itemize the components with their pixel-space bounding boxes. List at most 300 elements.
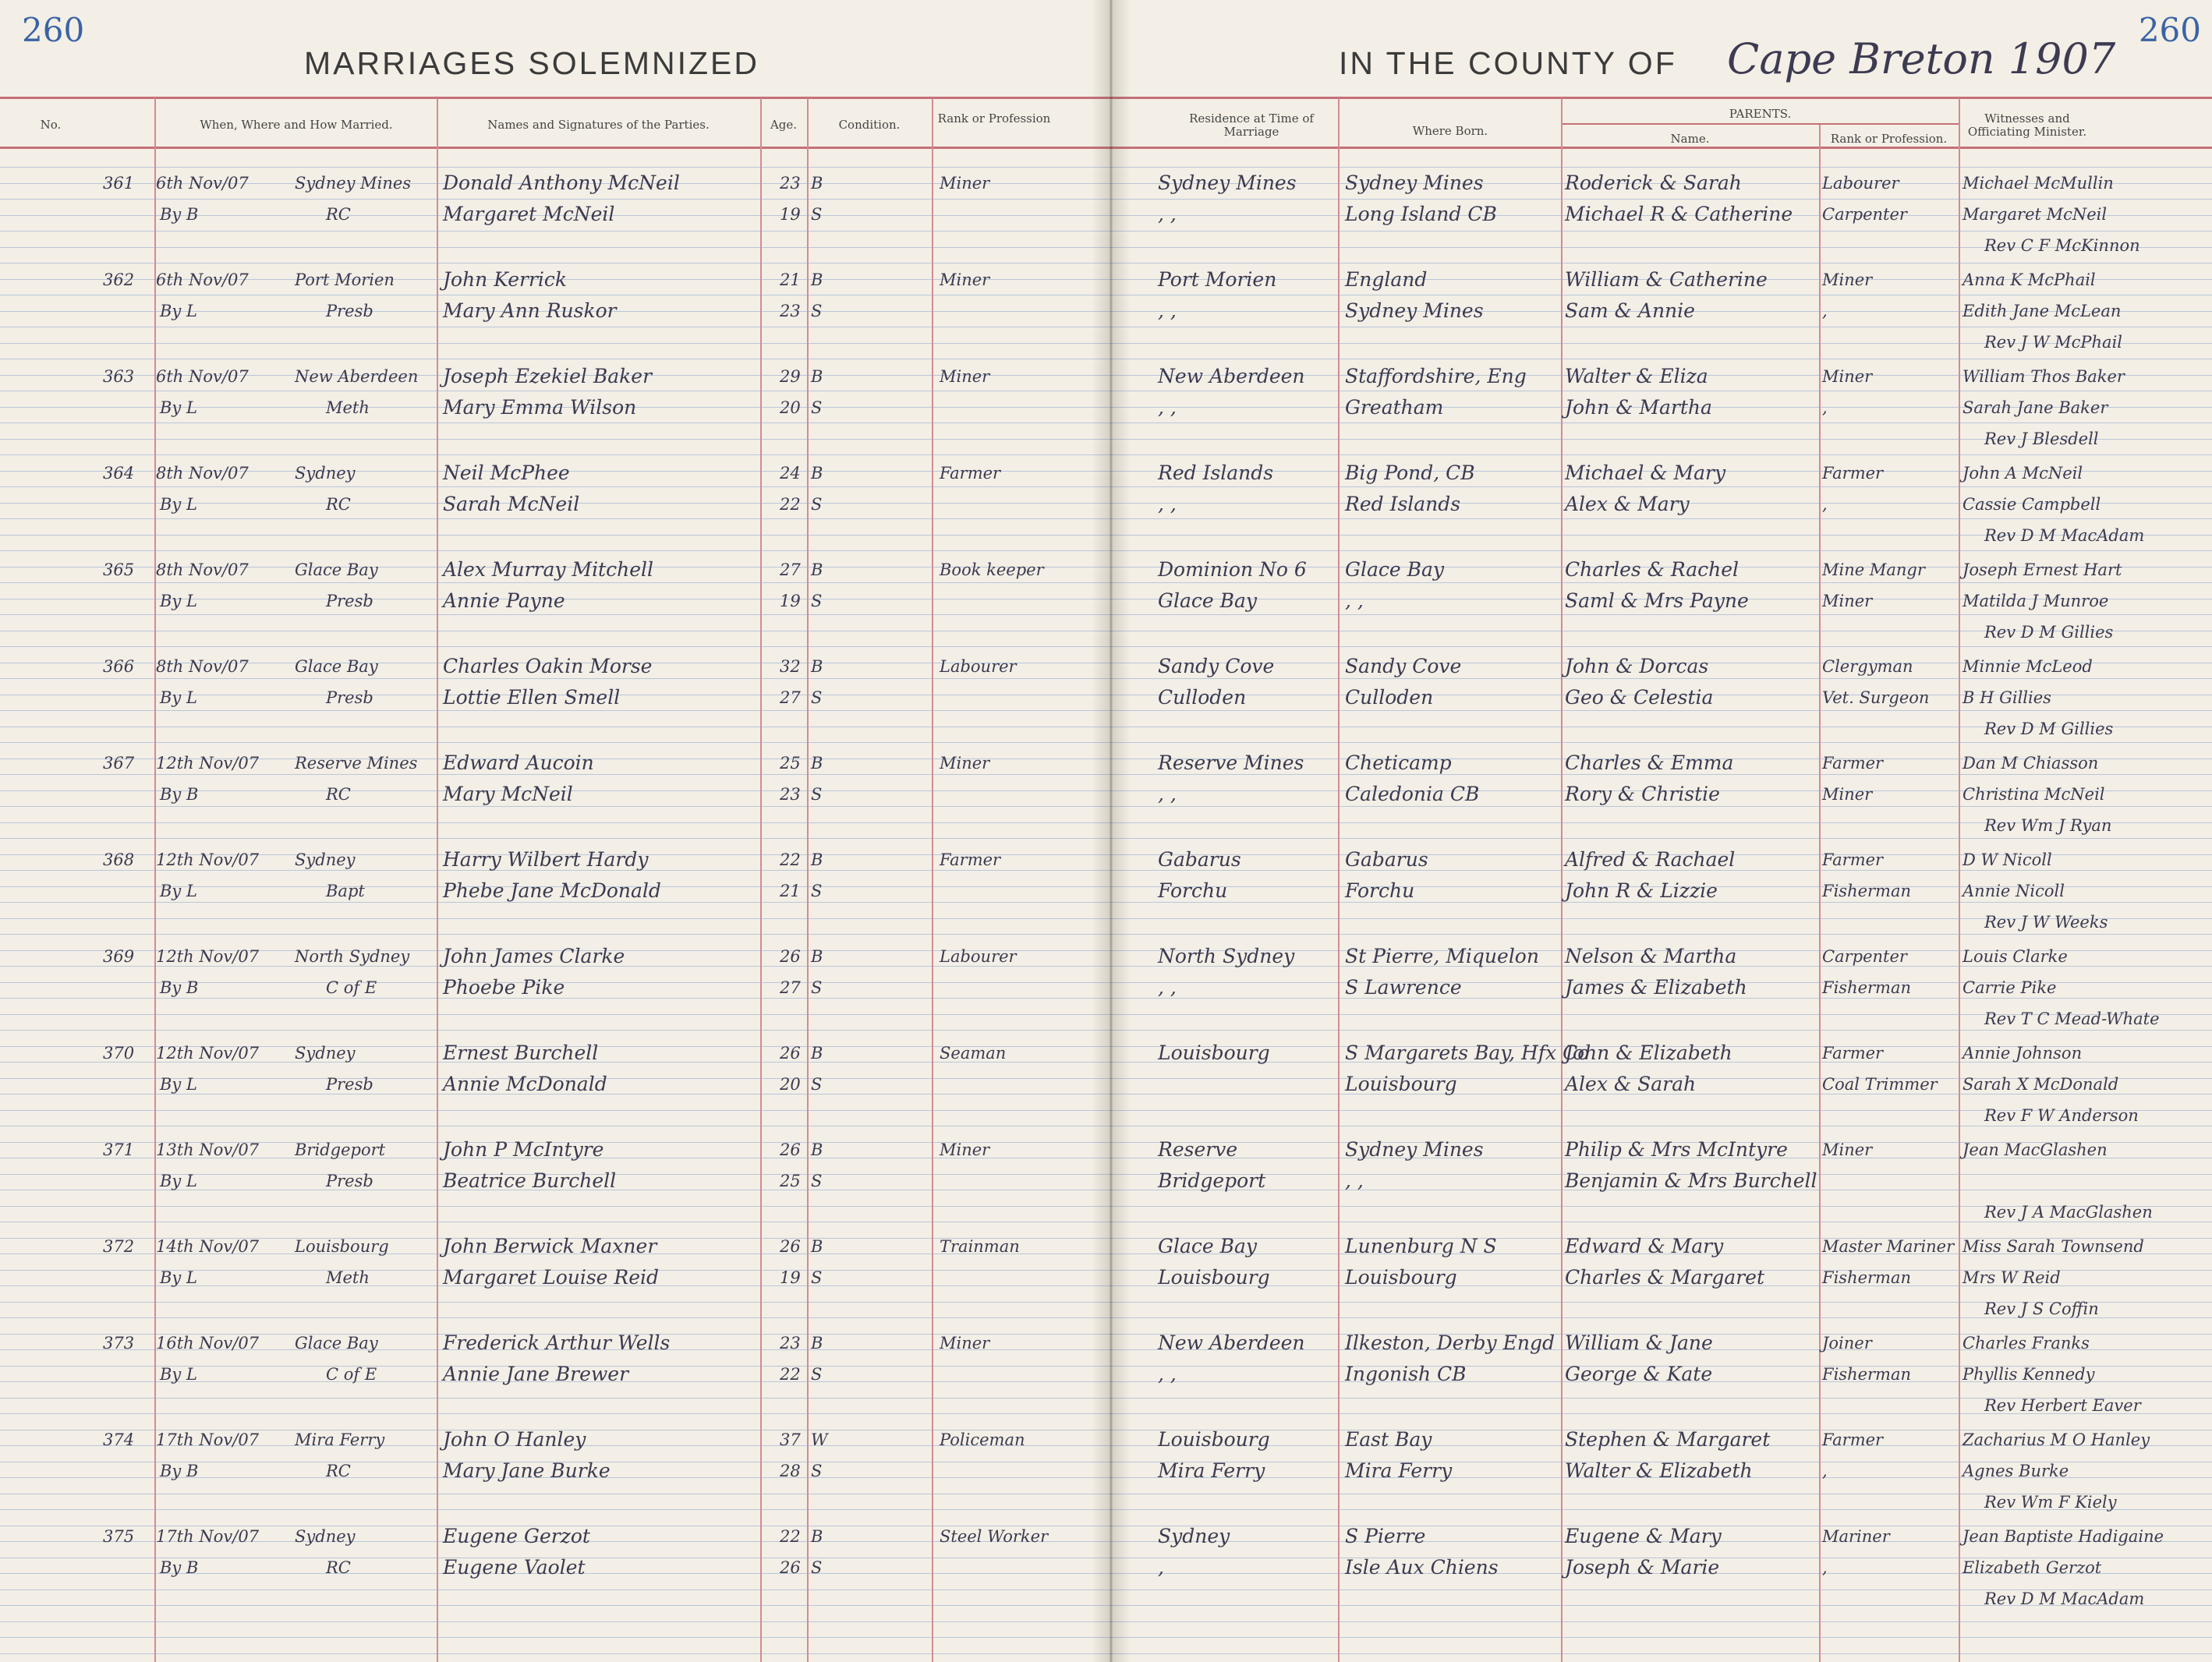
groom-residence: Louisbourg (1158, 1428, 1270, 1451)
ruled-line (0, 1302, 1111, 1303)
groom-birthplace: Cheticamp (1345, 751, 1452, 774)
bride-parents-profession: Fisherman (1822, 1365, 1912, 1384)
page-title-left: MARRIAGES SOLEMNIZED (304, 45, 759, 81)
marriage-date: 12th Nov/07 (156, 850, 260, 869)
ruled-line (0, 231, 1111, 232)
groom-parents: John & Elizabeth (1565, 1041, 1732, 1064)
bride-age: 25 (780, 1172, 801, 1190)
groom-age: 32 (780, 657, 801, 676)
groom-birthplace: Ilkeston, Derby Engd (1345, 1331, 1555, 1354)
groom-parents-profession: Farmer (1822, 1430, 1884, 1449)
ruled-line (0, 806, 1111, 807)
bride-parents-profession: Carpenter (1822, 205, 1907, 224)
bride-condition: S (811, 785, 823, 804)
bride-residence: Mira Ferry (1158, 1459, 1265, 1482)
bride-age: 22 (780, 495, 801, 514)
marriage-method: By L (160, 1365, 197, 1384)
witness-1: Anna K McPhail (1962, 271, 2096, 289)
groom-parents-profession: Labourer (1822, 174, 1899, 193)
groom-birthplace: Sandy Cove (1345, 655, 1462, 677)
bride-birthplace: Mira Ferry (1345, 1459, 1453, 1482)
ruled-line (1111, 838, 2212, 839)
bride-parents: Michael R & Catherine (1565, 203, 1793, 225)
bride-parents: Alex & Mary (1565, 493, 1690, 515)
ruled-line (0, 678, 1111, 679)
groom-name: John James Clarke (443, 945, 625, 967)
groom-birthplace: S Pierre (1345, 1525, 1426, 1547)
ruled-line (0, 646, 1111, 647)
bride-condition: S (811, 882, 823, 900)
ruled-line (0, 1653, 1111, 1654)
ruled-line (0, 535, 1111, 536)
groom-parents-profession: Carpenter (1822, 947, 1907, 966)
groom-parents: Roderick & Sarah (1565, 172, 1742, 194)
groom-residence: Dominion No 6 (1158, 558, 1307, 581)
bride-parents: James & Elizabeth (1565, 976, 1747, 999)
header-rule-top (0, 97, 1111, 99)
groom-name: Frederick Arthur Wells (443, 1331, 671, 1354)
groom-parents: Edward & Mary (1565, 1235, 1724, 1257)
ruled-line (0, 247, 1111, 248)
groom-condition: B (811, 1140, 823, 1159)
groom-age: 21 (780, 271, 801, 289)
marriage-method: By B (160, 1462, 199, 1480)
denomination: Meth (326, 1268, 370, 1287)
marriage-place: Sydney (295, 850, 356, 869)
page-number-right: 260 (2138, 11, 2201, 49)
ruled-line (1111, 710, 2212, 711)
bride-parents-profession: Fisherman (1822, 882, 1912, 900)
marriage-method: By L (160, 592, 197, 610)
marriage-place: Mira Ferry (295, 1430, 385, 1449)
bride-condition: S (811, 398, 823, 417)
groom-residence: New Aberdeen (1158, 365, 1305, 387)
ruled-line (0, 1637, 1111, 1638)
witness-2: Christina McNeil (1962, 785, 2105, 804)
bride-age: 19 (780, 205, 801, 224)
groom-condition: B (811, 1237, 823, 1256)
bride-residence: Glace Bay (1158, 589, 1258, 612)
column-divider (437, 98, 438, 1662)
witness-1: Jean MacGlashen (1962, 1140, 2108, 1159)
bride-residence: , , (1158, 203, 1177, 225)
groom-name: Edward Aucoin (443, 751, 594, 774)
bride-name: Phebe Jane McDonald (443, 879, 661, 902)
witness-2: Matilda J Munroe (1962, 592, 2109, 610)
witness-2: Elizabeth Gerzot (1962, 1558, 2102, 1577)
officiating-minister: Rev T C Mead-Whate (1984, 1010, 2160, 1028)
header-condition: Condition. (838, 118, 901, 132)
denomination: Presb (326, 1075, 373, 1094)
groom-name: Eugene Gerzot (443, 1525, 590, 1547)
entry-number: 365 (103, 560, 135, 579)
groom-parents: William & Catherine (1565, 268, 1768, 291)
groom-birthplace: East Bay (1345, 1428, 1432, 1451)
denomination: Presb (326, 302, 373, 320)
officiating-minister: Rev J W Weeks (1984, 913, 2108, 932)
bride-birthplace: Forchu (1345, 879, 1415, 902)
groom-profession: Miner (940, 754, 990, 773)
witness-2: Mrs W Reid (1962, 1268, 2061, 1287)
witness-1: Minnie McLeod (1962, 657, 2093, 676)
marriage-method: By L (160, 495, 197, 514)
ruled-line (0, 199, 1111, 200)
right-page (1111, 0, 2212, 1662)
county-handwritten: Cape Breton 1907 (1727, 34, 2116, 83)
bride-parents: John & Martha (1565, 396, 1712, 419)
witness-1: Miss Sarah Townsend (1962, 1237, 2144, 1256)
bride-residence: Bridgeport (1158, 1169, 1266, 1192)
ruled-line (1111, 167, 2212, 168)
ruled-line (1111, 614, 2212, 615)
bride-parents: Alex & Sarah (1565, 1073, 1697, 1095)
groom-birthplace: S Margarets Bay, Hfx Co (1345, 1041, 1590, 1064)
groom-age: 26 (780, 1237, 801, 1256)
witness-1: Annie Johnson (1962, 1044, 2083, 1063)
bride-name: Mary Ann Ruskor (443, 299, 617, 322)
bride-parents-profession: Miner (1822, 592, 1873, 610)
groom-age: 29 (780, 367, 801, 386)
officiating-minister: Rev D M MacAdam (1984, 526, 2145, 545)
groom-name: John O Hanley (443, 1428, 586, 1451)
bride-parents-profession: , (1822, 1462, 1828, 1480)
groom-parents-profession: Farmer (1822, 464, 1884, 483)
groom-parents: Charles & Rachel (1565, 558, 1740, 581)
bride-parents: Rory & Christie (1565, 783, 1720, 805)
groom-birthplace: Sydney Mines (1345, 1138, 1484, 1161)
groom-parents: William & Jane (1565, 1331, 1713, 1354)
marriage-method: By B (160, 205, 199, 224)
groom-profession: Steel Worker (940, 1527, 1049, 1546)
bride-name: Eugene Vaolet (443, 1556, 586, 1579)
marriage-date: 8th Nov/07 (156, 657, 249, 676)
entry-number: 368 (103, 850, 135, 869)
groom-parents-profession: Clergyman (1822, 657, 1913, 676)
column-divider (760, 98, 762, 1662)
header-names: Names and Signatures of the Parties. (487, 118, 710, 132)
groom-name: Donald Anthony McNeil (443, 172, 680, 194)
groom-parents-profession: Miner (1822, 1140, 1873, 1159)
bride-parents: Joseph & Marie (1565, 1556, 1720, 1579)
groom-profession: Miner (940, 1140, 990, 1159)
bride-condition: S (811, 592, 823, 610)
groom-parents: Charles & Emma (1565, 751, 1734, 774)
groom-age: 26 (780, 947, 801, 966)
bride-residence: , , (1158, 396, 1177, 419)
bride-name: Margaret McNeil (443, 203, 615, 225)
groom-name: John P McIntyre (443, 1138, 604, 1161)
bride-name: Annie McDonald (443, 1073, 607, 1095)
ruled-line (0, 582, 1111, 583)
groom-residence: Reserve Mines (1158, 751, 1304, 774)
groom-profession: Labourer (940, 657, 1017, 676)
entry-number: 375 (103, 1527, 135, 1546)
marriage-place: Reserve Mines (295, 754, 418, 773)
denomination: RC (326, 205, 351, 224)
denomination: RC (326, 785, 351, 804)
groom-residence: Sydney (1158, 1525, 1230, 1547)
marriage-place: Sydney Mines (295, 174, 412, 193)
officiating-minister: Rev F W Anderson (1984, 1106, 2139, 1125)
bride-parents: Saml & Mrs Payne (1565, 589, 1749, 612)
header-born: Where Born. (1412, 124, 1488, 138)
groom-name: Ernest Burchell (443, 1041, 599, 1064)
page-number-left: 260 (22, 11, 85, 49)
bride-condition: S (811, 978, 823, 997)
header-parents-name: Name. (1670, 132, 1710, 146)
denomination: RC (326, 495, 351, 514)
groom-condition: B (811, 367, 823, 386)
bride-age: 20 (780, 1075, 801, 1094)
witness-1: John A McNeil (1962, 464, 2083, 483)
denomination: Presb (326, 1172, 373, 1190)
denomination: Bapt (326, 882, 365, 900)
groom-profession: Seaman (940, 1044, 1007, 1063)
groom-birthplace: Sydney Mines (1345, 172, 1484, 194)
groom-parents: Stephen & Margaret (1565, 1428, 1771, 1451)
groom-age: 23 (780, 174, 801, 193)
marriage-method: By B (160, 785, 199, 804)
bride-birthplace: , , (1345, 589, 1364, 612)
ruled-line (0, 918, 1111, 919)
entry-number: 366 (103, 657, 135, 676)
ruled-line (0, 1014, 1111, 1015)
groom-condition: B (811, 754, 823, 773)
bride-parents-profession: , (1822, 1558, 1828, 1577)
page-title-right: IN THE COUNTY OF (1339, 45, 1677, 81)
groom-parents: Alfred & Rachael (1565, 848, 1736, 871)
witness-2: Cassie Campbell (1962, 495, 2101, 514)
groom-condition: B (811, 174, 823, 193)
bride-name: Annie Jane Brewer (443, 1363, 629, 1385)
column-divider (1959, 98, 1960, 1662)
marriage-date: 6th Nov/07 (156, 271, 249, 289)
groom-condition: B (811, 657, 823, 676)
entry-number: 374 (103, 1430, 135, 1449)
ruled-line (0, 710, 1111, 711)
marriage-date: 17th Nov/07 (156, 1430, 260, 1449)
entry-number: 363 (103, 367, 135, 386)
marriage-method: By L (160, 688, 197, 707)
marriage-date: 6th Nov/07 (156, 367, 249, 386)
groom-name: Alex Murray Mitchell (443, 558, 653, 581)
bride-parents-profession: , (1822, 302, 1828, 320)
officiating-minister: Rev J S Coffin (1984, 1300, 2099, 1318)
officiating-minister: Rev Wm F Kiely (1984, 1493, 2117, 1512)
bride-residence: , (1158, 1556, 1164, 1579)
bride-condition: S (811, 1075, 823, 1094)
marriage-place: Louisbourg (295, 1237, 389, 1256)
bride-name: Beatrice Burchell (443, 1169, 617, 1192)
bride-condition: S (811, 1268, 823, 1287)
header-rule-top (1111, 97, 2212, 99)
groom-parents: Walter & Eliza (1565, 365, 1708, 387)
ruled-line (0, 838, 1111, 839)
groom-parents: Eugene & Mary (1565, 1525, 1722, 1547)
groom-profession: Policeman (940, 1430, 1025, 1449)
groom-name: Charles Oakin Morse (443, 655, 653, 677)
bride-residence: , , (1158, 976, 1177, 999)
ruled-line (1111, 806, 2212, 807)
groom-age: 23 (780, 1334, 801, 1353)
witness-1: William Thos Baker (1962, 367, 2125, 386)
column-divider (932, 98, 933, 1662)
bride-age: 28 (780, 1462, 801, 1480)
groom-age: 25 (780, 754, 801, 773)
ruled-line (1111, 646, 2212, 647)
officiating-minister: Rev J Blesdell (1984, 430, 2099, 448)
bride-parents: Benjamin & Mrs Burchell (1565, 1169, 1817, 1192)
officiating-minister: Rev D M Gillies (1984, 720, 2114, 738)
bride-residence: Louisbourg (1158, 1266, 1270, 1289)
groom-birthplace: Big Pond, CB (1345, 461, 1475, 484)
marriage-method: By B (160, 1558, 199, 1577)
denomination: C of E (326, 978, 377, 997)
bride-parents: Sam & Annie (1565, 299, 1695, 322)
ruled-line (0, 439, 1111, 440)
ruled-line (1111, 742, 2212, 743)
ruled-line (0, 1509, 1111, 1510)
ruled-line (1111, 1621, 2212, 1622)
groom-residence: Port Morien (1158, 268, 1277, 291)
groom-profession: Book keeper (940, 560, 1044, 579)
bride-residence: Culloden (1158, 686, 1247, 709)
bride-birthplace: Caledonia CB (1345, 783, 1480, 805)
marriage-place: Glace Bay (295, 560, 378, 579)
witness-1: Louis Clarke (1962, 947, 2068, 966)
bride-age: 23 (780, 785, 801, 804)
groom-condition: B (811, 560, 823, 579)
bride-name: Margaret Louise Reid (443, 1266, 660, 1289)
header-parents: PARENTS. (1729, 107, 1792, 121)
bride-condition: S (811, 1172, 823, 1190)
ruled-line (1111, 678, 2212, 679)
witness-1: Charles Franks (1962, 1334, 2090, 1353)
officiating-minister: Rev C F McKinnon (1984, 236, 2140, 255)
groom-age: 22 (780, 1527, 801, 1546)
bride-parents-profession: Miner (1822, 785, 1873, 804)
groom-birthplace: Gabarus (1345, 848, 1428, 871)
bride-parents: Charles & Margaret (1565, 1266, 1765, 1289)
bride-age: 19 (780, 592, 801, 610)
bride-birthplace: S Lawrence (1345, 976, 1462, 999)
groom-profession: Miner (940, 174, 990, 193)
groom-condition: B (811, 1527, 823, 1546)
header-rule-bottom (1111, 147, 2212, 149)
officiating-minister: Rev J A MacGlashen (1984, 1203, 2153, 1222)
groom-profession: Miner (940, 271, 990, 289)
ruled-line (1111, 1653, 2212, 1654)
bride-condition: S (811, 205, 823, 224)
groom-birthplace: Glace Bay (1345, 558, 1445, 581)
groom-age: 27 (780, 560, 801, 579)
marriage-date: 12th Nov/07 (156, 754, 260, 773)
witness-1: D W Nicoll (1962, 850, 2052, 869)
bride-parents-profession: Vet. Surgeon (1822, 688, 1930, 707)
bride-birthplace: Red Islands (1345, 493, 1461, 515)
witness-2: Margaret McNeil (1962, 205, 2108, 224)
bride-parents: Geo & Celestia (1565, 686, 1714, 709)
bride-residence: , , (1158, 299, 1177, 322)
bride-birthplace: Long Island CB (1345, 203, 1497, 225)
bride-age: 19 (780, 1268, 801, 1287)
witness-2: Agnes Burke (1962, 1462, 2069, 1480)
witness-1: Zacharius M O Hanley (1962, 1430, 2150, 1449)
officiating-minister: Rev D M Gillies (1984, 623, 2114, 642)
book-gutter (1092, 0, 1131, 1662)
bride-age: 23 (780, 302, 801, 320)
witness-2: Edith Jane McLean (1962, 302, 2122, 320)
groom-condition: B (811, 271, 823, 289)
ruled-line (0, 934, 1111, 935)
bride-birthplace: Sydney Mines (1345, 299, 1484, 322)
bride-condition: S (811, 1365, 823, 1384)
bride-birthplace: , , (1345, 1169, 1364, 1192)
marriage-place: Bridgeport (295, 1140, 386, 1159)
ruled-line (0, 1206, 1111, 1207)
bride-birthplace: Louisbourg (1345, 1073, 1457, 1095)
ruled-line (0, 518, 1111, 519)
groom-condition: B (811, 1334, 823, 1353)
marriage-date: 17th Nov/07 (156, 1527, 260, 1546)
marriage-date: 8th Nov/07 (156, 464, 249, 483)
entry-number: 362 (103, 271, 135, 289)
marriage-method: By L (160, 1172, 197, 1190)
entry-number: 370 (103, 1044, 135, 1063)
groom-condition: W (811, 1430, 828, 1449)
groom-birthplace: England (1345, 268, 1428, 291)
bride-residence: , , (1158, 1363, 1177, 1385)
denomination: Meth (326, 398, 370, 417)
marriage-place: Sydney (295, 1044, 356, 1063)
groom-age: 22 (780, 850, 801, 869)
groom-profession: Miner (940, 1334, 990, 1353)
column-divider (1561, 98, 1563, 1662)
header-when: When, Where and How Married. (200, 118, 393, 132)
parents-subrule (1561, 123, 1959, 125)
ruled-line (1111, 1637, 2212, 1638)
bride-condition: S (811, 1462, 823, 1480)
groom-name: Joseph Ezekiel Baker (443, 365, 653, 387)
ruled-line (1111, 582, 2212, 583)
witness-2: Annie Nicoll (1962, 882, 2065, 900)
bride-name: Mary Jane Burke (443, 1459, 611, 1482)
header-witnesses: Witnesses and Officiating Minister. (1967, 111, 2087, 139)
ruled-line (0, 742, 1111, 743)
ruled-line (1111, 199, 2212, 200)
groom-parents-profession: Miner (1822, 271, 1873, 289)
marriage-place: Port Morien (295, 271, 395, 289)
ruled-line (1111, 934, 2212, 935)
groom-parents-profession: Farmer (1822, 850, 1884, 869)
groom-age: 24 (780, 464, 801, 483)
header-residence: Residence at Time of Marriage (1189, 111, 1314, 139)
officiating-minister: Rev Herbert Eaver (1984, 1396, 2141, 1415)
marriage-method: By L (160, 882, 197, 900)
marriage-date: 6th Nov/07 (156, 174, 249, 193)
groom-condition: B (811, 947, 823, 966)
marriage-method: By L (160, 302, 197, 320)
bride-birthplace: Greatham (1345, 396, 1444, 419)
groom-profession: Miner (940, 367, 990, 386)
bride-name: Mary Emma Wilson (443, 396, 637, 419)
bride-parents-profession: Fisherman (1822, 978, 1912, 997)
bride-name: Lottie Ellen Smell (443, 686, 621, 709)
entry-number: 373 (103, 1334, 135, 1353)
bride-condition: S (811, 495, 823, 514)
denomination: RC (326, 1462, 351, 1480)
marriage-date: 8th Nov/07 (156, 560, 249, 579)
